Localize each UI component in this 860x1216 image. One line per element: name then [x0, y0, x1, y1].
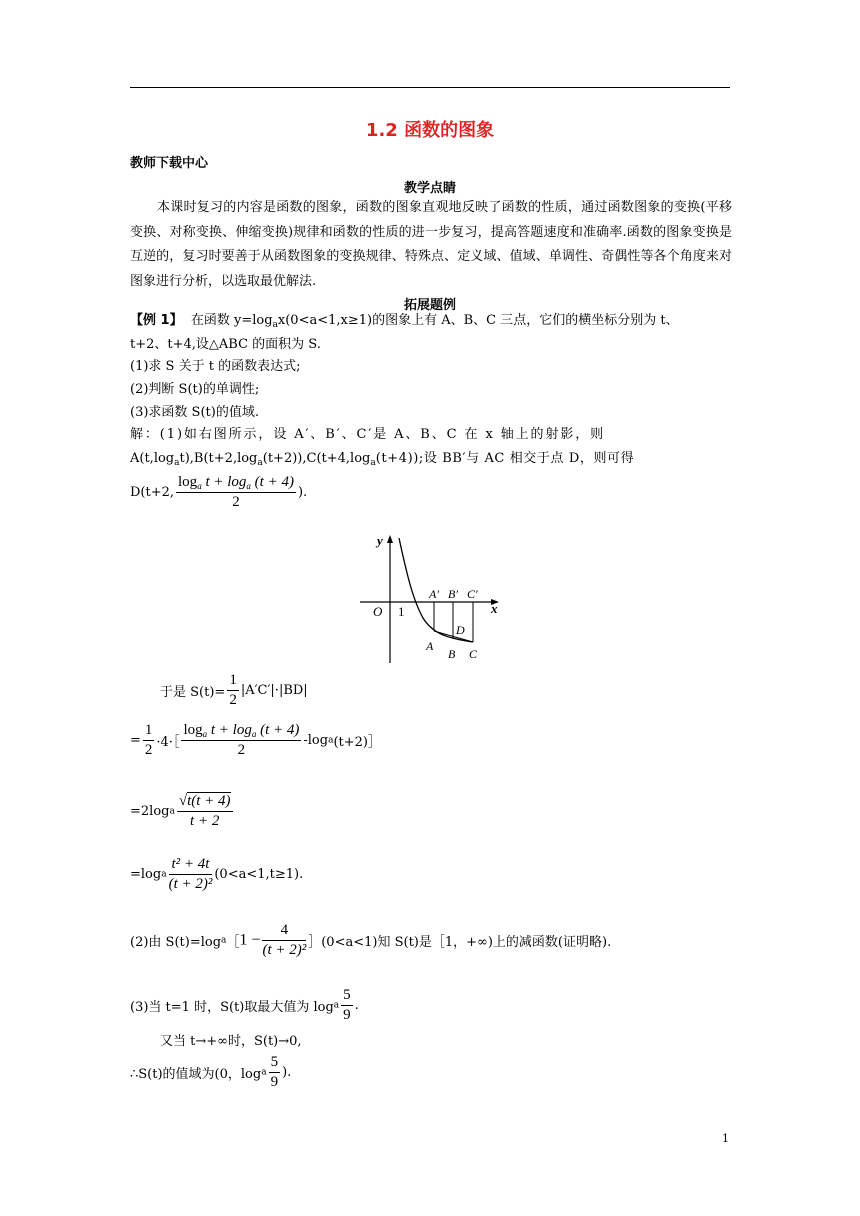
p2-bracket: ［: [226, 935, 240, 950]
a-prime-label: A′: [429, 587, 439, 601]
log-function-graph: [355, 530, 505, 665]
s2-part2: t + log: [207, 722, 252, 738]
step4-text-a: =log: [130, 867, 162, 882]
step2-eq: =: [130, 733, 141, 748]
range-conclusion: [130, 1054, 291, 1091]
half-fraction-1: [227, 672, 239, 709]
step2-frac-den: 2: [237, 742, 246, 758]
p3-sub: a: [333, 1000, 340, 1011]
d-label: D: [456, 623, 465, 637]
sol-d-end: ).: [297, 485, 308, 500]
step4-frac-den: (t + 2)²: [168, 876, 213, 892]
step2-fraction: [181, 722, 301, 759]
step1-text-b: |A′C′|·|BD|: [240, 683, 308, 698]
p5-sub: a: [261, 1067, 267, 1078]
question-3: (3)求函数 S(t)的值域.: [130, 405, 259, 420]
y-axis-arrow-icon: [387, 535, 393, 543]
one-label: 1: [398, 604, 405, 619]
c-prime-label: C′: [467, 587, 478, 601]
p5-frac-den: 9: [270, 1074, 279, 1090]
p2-frac-num: 4: [262, 922, 306, 941]
step1-text-a: 于是 S(t)=: [160, 685, 226, 700]
step3-frac-den: t + 2: [190, 813, 220, 829]
p2-one: 1 −: [239, 931, 261, 949]
p2-fraction: [262, 922, 306, 959]
s2-sub1: a: [202, 729, 208, 739]
step-2: [130, 722, 381, 759]
p3-fraction: [341, 987, 353, 1024]
p2-text-a: (2)由 S(t)=log: [130, 935, 222, 950]
sol-text-a: A(t,log: [130, 451, 175, 466]
step3-radicand: t(t + 4): [187, 793, 231, 809]
example-text-a: 在函数 y=log: [190, 313, 273, 328]
sol-d-label: D(t+2,: [130, 485, 175, 500]
header-rule: [130, 87, 730, 88]
frac-sub1: a: [197, 481, 202, 491]
p2-text-c: ］(0<a<1)知 S(t)是［1，+∞)上的减函数(证明略).: [308, 935, 612, 950]
half1-num: 1: [227, 672, 239, 691]
p2-sub: a: [221, 935, 227, 946]
sol-sub-2: a: [257, 458, 263, 468]
sol-sub-1: a: [174, 458, 180, 468]
p5-frac-num: 5: [269, 1054, 281, 1073]
a-label: A: [426, 639, 434, 653]
b-label: B: [448, 647, 456, 661]
sol-text-c: (t+2)),C(t+4,log: [262, 451, 371, 466]
y-label: y: [377, 533, 383, 548]
s2-sub2: a: [251, 729, 257, 739]
intro-paragraph: 本课时复习的内容是函数的图象，函数的图象直观地反映了函数的性质，通过函数图象的变换(平移变换、对称变换、伸缩变换)规律和函数的性质的进一步复习，提高答题速度和准确率.函数的图象变换是互逆的，复习时要善于从函数图象的变换规律、特殊点、定义域、值域、单调性、奇偶性等各个角度来对图象进行分析，以选取最优解法.: [130, 200, 732, 289]
step2-text-d: (t+2)］: [333, 735, 381, 750]
frac-sub2: a: [246, 481, 251, 491]
step3-text: =2log: [130, 804, 170, 819]
header-label: 教师下载中心: [130, 156, 209, 171]
x-label: x: [491, 601, 498, 616]
step3-fraction: [177, 793, 233, 830]
b-prime-label: B′: [448, 587, 458, 601]
step-3: [130, 793, 235, 830]
solution-line-1: 解：(1)如右图所示，设 A′、B′、C′是 A、B、C 在 x 轴上的射影，则: [130, 427, 606, 442]
p3-frac-den: 9: [343, 1007, 351, 1023]
frac-part2: t + log: [201, 474, 247, 490]
step2-text-b: ·4·［: [156, 735, 180, 750]
part-3: [130, 987, 359, 1024]
p5-text-b: ).: [282, 1065, 292, 1080]
p2-frac-den: (t + 2)²: [262, 942, 307, 958]
d-fraction: [176, 474, 296, 511]
step3-frac-num: √t(t + 4): [177, 793, 233, 812]
question-1: (1)求 S 关于 t 的函数表达式;: [130, 359, 301, 374]
d-fraction-num: [176, 474, 296, 493]
page-title: 1.2 函数的图象: [365, 120, 495, 141]
step2-sub: a: [328, 735, 334, 746]
example-text-b: x(0<a<1,x≥1)的图象上有 A、B、C 三点，它们的横坐标分别为 t、: [277, 313, 679, 328]
p3-frac-num: 5: [341, 987, 353, 1006]
half2-den: 2: [144, 742, 153, 758]
frac-part3: (t + 4): [250, 474, 294, 490]
step-4: [130, 856, 303, 893]
p5-text-a: ∴S(t)的值域为(0，log: [130, 1067, 262, 1082]
p3-text-a: (3)当 t=1 时，S(t)取最大值为 log: [130, 1000, 334, 1015]
solution-line-2: [130, 447, 634, 475]
p5-fraction: [269, 1054, 281, 1091]
s2-log1: log: [183, 722, 203, 738]
example-sub: a: [272, 320, 278, 330]
page-number: 1: [722, 1132, 729, 1145]
sol-text-b: t),B(t+2,log: [179, 451, 258, 466]
step4-sub: a: [161, 869, 167, 880]
sol-sub-3: a: [370, 458, 376, 468]
c-label: C: [469, 647, 478, 661]
s2-part3: (t + 4): [256, 722, 300, 738]
step4-fraction: [169, 856, 213, 893]
half-fraction-2: [143, 722, 155, 759]
half2-num: 1: [143, 722, 155, 741]
origin-label: O: [373, 604, 383, 619]
section-heading-teaching: 教学点睛: [403, 181, 456, 196]
step4-text-b: (0<a<1,t≥1).: [214, 867, 304, 882]
question-2: (2)判断 S(t)的单调性;: [130, 382, 260, 397]
step3-sub: a: [169, 806, 175, 817]
frac-log1: log: [178, 474, 198, 490]
section-heading-examples: 拓展题例: [403, 298, 456, 313]
example-label: 【例 1】: [130, 313, 183, 328]
sol-text-d: (t+4));设 BB′与 AC 相交于点 D，则可得: [375, 451, 635, 466]
half1-den: 2: [229, 692, 237, 708]
part-3-limit: 又当 t→+∞时，S(t)→0,: [160, 1034, 302, 1049]
part-2: [130, 922, 611, 959]
solution-line-3: [130, 474, 307, 511]
example-line-2: t+2、t+4,设△ABC 的面积为 S.: [130, 337, 321, 352]
step2-text-c: -log: [303, 733, 329, 748]
step4-frac-num: t² + 4t: [169, 856, 213, 875]
step2-frac-num: [181, 722, 301, 741]
d-fraction-den: 2: [232, 494, 240, 510]
p3-text-b: .: [354, 998, 359, 1013]
step-1: [160, 672, 308, 709]
